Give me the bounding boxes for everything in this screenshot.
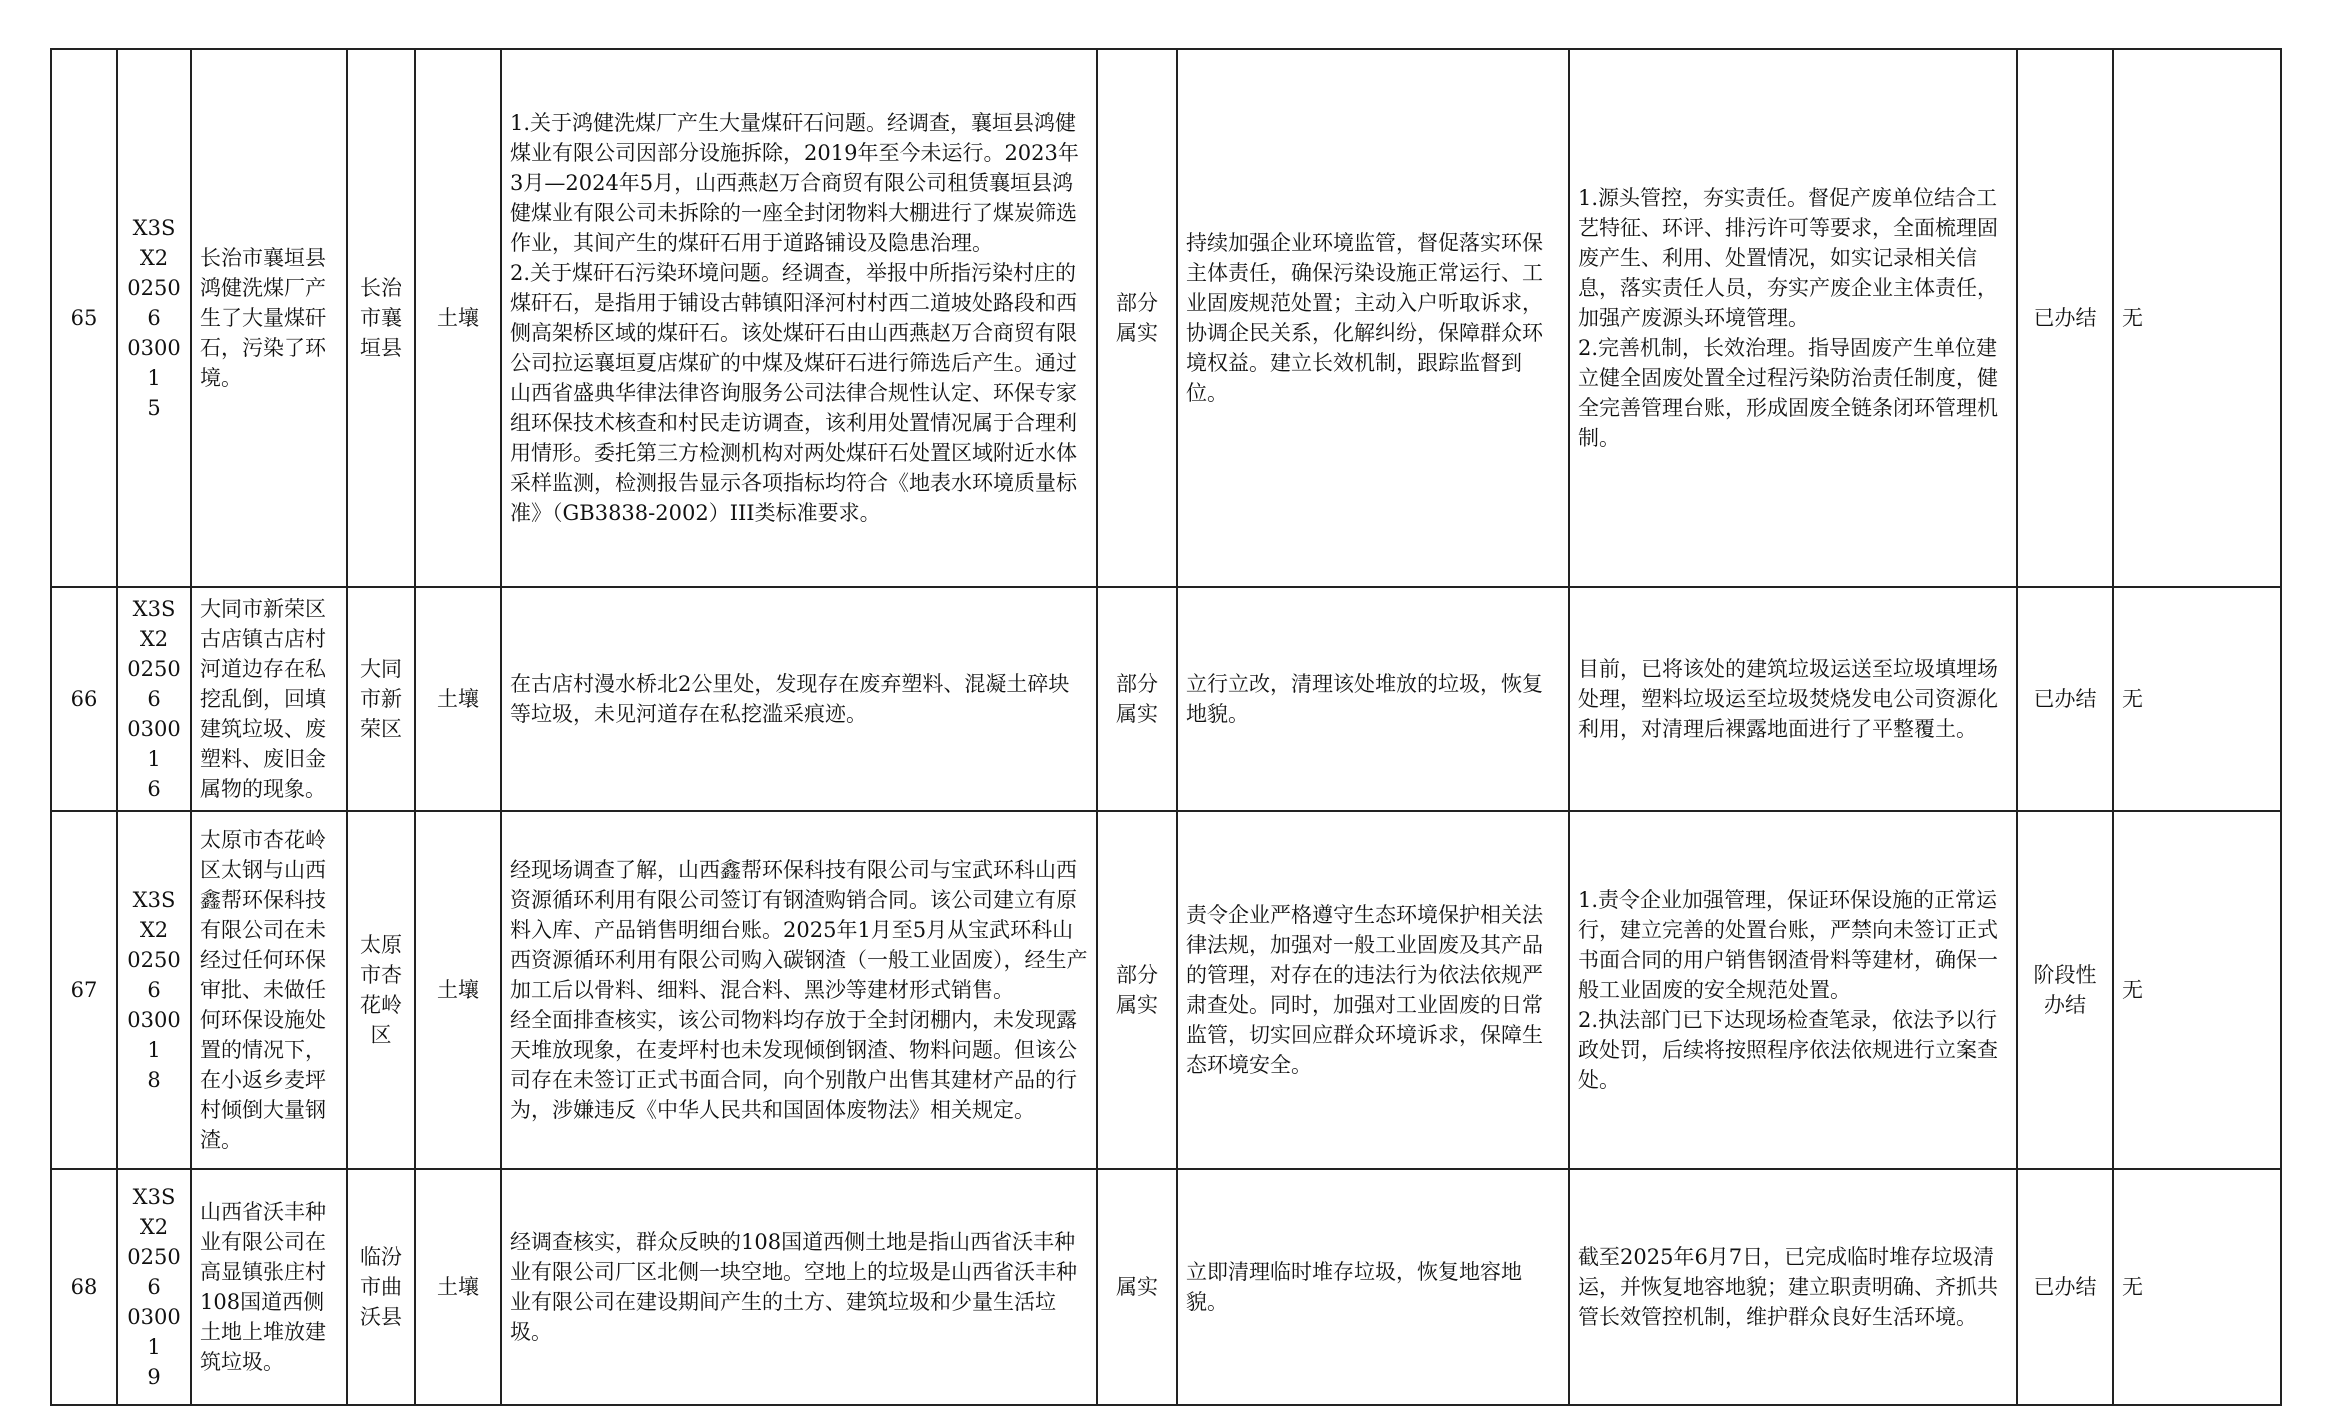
rectification-result: 1.源头管控，夯实责任。督促产废单位结合工艺特征、环评、排污许可等要求，全面梳理固废产生、利用、处置情况，如实记录相关信息，落实责任人员，夯实产废企业主体责任，加强产废源头环境管理。 2.完善机制，长效治理。指导固废产生单位建立健全固废处置全过程污染防治责任制度，健全完善管理台账，形成固废全链条闭环管理机制。 — [1569, 49, 2017, 587]
region: 临汾市曲沃县 — [347, 1169, 415, 1405]
issue-description: 太原市杏花岭区太钢与山西鑫帮环保科技有限公司在未经过任何环保审批、未做任何环保设施处置的情况下，在小返乡麦坪村倾倒大量钢渣。 — [191, 811, 347, 1169]
remark: 无 — [2113, 1169, 2281, 1405]
rectification-result: 1.责令企业加强管理，保证环保设施的正常运行，建立完善的处置台账，严禁向未签订正式书面合同的用户销售钢渣骨料等建材，确保一般工业固废的安全规范处置。 2.执法部门已下达现场检查笔录，依法予以行政处罚，后续将按照程序依法依规进行立案查处。 — [1569, 811, 2017, 1169]
rectification-result: 目前，已将该处的建筑垃圾运送至垃圾填埋场处理，塑料垃圾运至垃圾焚烧发电公司资源化利用，对清理后裸露地面进行了平整覆土。 — [1569, 587, 2017, 811]
pollution-category: 土壤 — [415, 49, 501, 587]
verdict: 部分属实 — [1097, 587, 1177, 811]
remark: 无 — [2113, 49, 2281, 587]
region: 太原市杏花岭区 — [347, 811, 415, 1169]
table-row — [51, 587, 2281, 811]
handling-opinion: 持续加强企业环境监管，督促落实环保主体责任，确保污染设施正常运行、工业固废规范处置；主动入户听取诉求，协调企民关系，化解纠纷，保障群众环境权益。建立长效机制，跟踪监督到位。 — [1177, 49, 1569, 587]
investigation-finding: 1.关于鸿健洗煤厂产生大量煤矸石问题。经调查，襄垣县鸿健煤业有限公司因部分设施拆除，2019年至今未运行。2023年3月—2024年5月，山西燕赵万合商贸有限公司租赁襄垣县鸿健煤业有限公司未拆除的一座全封闭物料大棚进行了煤炭筛选作业，其间产生的煤矸石用于道路铺设及隐患治理。 2.关于煤矸石污染环境问题。经调查，举报中所指污染村庄的煤矸石，是指用于铺设古韩镇阳泽河村村西二道坡处路段和西侧高架桥区域的煤矸石。该处煤矸石由山西燕赵万合商贸有限公司拉运襄垣夏店煤矿的中煤及煤矸石进行筛选后产生。通过山西省盛典华律法律咨询服务公司法律合规性认定、环保专家组环保技术核查和村民走访调查，该利用处置情况属于合理利用情形。委托第三方检测机构对两处煤矸石处置区域附近水体采样监测，检测报告显示各项指标均符合《地表水环境质量标准》（GB3838-2002）III类标准要求。 — [501, 49, 1097, 587]
issue-description: 大同市新荣区古店镇古店村河道边存在私挖乱倒，回填建筑垃圾、废塑料、废旧金属物的现象。 — [191, 587, 347, 811]
rectification-result: 截至2025年6月7日，已完成临时堆存垃圾清运，并恢复地容地貌；建立职责明确、齐抓共管长效管控机制，维护群众良好生活环境。 — [1569, 1169, 2017, 1405]
investigation-finding: 经现场调查了解，山西鑫帮环保科技有限公司与宝武环科山西资源循环利用有限公司签订有钢渣购销合同。该公司建立有原料入库、产品销售明细台账。2025年1月至5月从宝武环科山西资源循环利用有限公司购入碳钢渣（一般工业固废），经生产加工后以骨料、细料、混合料、黑沙等建材形式销售。 经全面排查核实，该公司物料均存放于全封闭棚内，未发现露天堆放现象，在麦坪村也未发现倾倒钢渣、物料问题。但该公司存在未签订正式书面合同，向个别散户出售其建材产品的行为，涉嫌违反《中华人民共和国固体废物法》相关规定。 — [501, 811, 1097, 1169]
case-code: X3SX2 02506 03001 5 — [117, 49, 191, 587]
handling-opinion: 立即清理临时堆存垃圾，恢复地容地貌。 — [1177, 1169, 1569, 1405]
issue-description: 长治市襄垣县鸿健洗煤厂产生了大量煤矸石，污染了环境。 — [191, 49, 347, 587]
status: 阶段性办结 — [2017, 811, 2113, 1169]
table-row — [51, 1169, 2281, 1405]
row-number: 65 — [51, 49, 117, 587]
investigation-finding: 经调查核实，群众反映的108国道西侧土地是指山西省沃丰种业有限公司厂区北侧一块空地。空地上的垃圾是山西省沃丰种业有限公司在建设期间产生的土方、建筑垃圾和少量生活垃圾。 — [501, 1169, 1097, 1405]
status: 已办结 — [2017, 587, 2113, 811]
pollution-category: 土壤 — [415, 587, 501, 811]
issue-description: 山西省沃丰种业有限公司在高显镇张庄村108国道西侧土地上堆放建筑垃圾。 — [191, 1169, 347, 1405]
investigation-finding: 在古店村漫水桥北2公里处，发现存在废弃塑料、混凝土碎块等垃圾，未见河道存在私挖滥采痕迹。 — [501, 587, 1097, 811]
complaint-table — [50, 48, 2282, 1406]
verdict: 属实 — [1097, 1169, 1177, 1405]
case-code: X3SX2 02506 03001 9 — [117, 1169, 191, 1405]
handling-opinion: 责令企业严格遵守生态环境保护相关法律法规，加强对一般工业固废及其产品的管理，对存在的违法行为依法依规严肃查处。同时，加强对工业固废的日常监管，切实回应群众环境诉求，保障生态环境安全。 — [1177, 811, 1569, 1169]
case-code: X3SX2 02506 03001 6 — [117, 587, 191, 811]
verdict: 部分属实 — [1097, 49, 1177, 587]
row-number: 68 — [51, 1169, 117, 1405]
table-row — [51, 811, 2281, 1169]
row-number: 67 — [51, 811, 117, 1169]
status: 已办结 — [2017, 49, 2113, 587]
table-row — [51, 49, 2281, 587]
remark: 无 — [2113, 811, 2281, 1169]
handling-opinion: 立行立改，清理该处堆放的垃圾，恢复地貌。 — [1177, 587, 1569, 811]
region: 长治市襄垣县 — [347, 49, 415, 587]
row-number: 66 — [51, 587, 117, 811]
verdict: 部分属实 — [1097, 811, 1177, 1169]
pollution-category: 土壤 — [415, 1169, 501, 1405]
region: 大同市新荣区 — [347, 587, 415, 811]
pollution-category: 土壤 — [415, 811, 501, 1169]
remark: 无 — [2113, 587, 2281, 811]
status: 已办结 — [2017, 1169, 2113, 1405]
case-code: X3SX2 02506 03001 8 — [117, 811, 191, 1169]
